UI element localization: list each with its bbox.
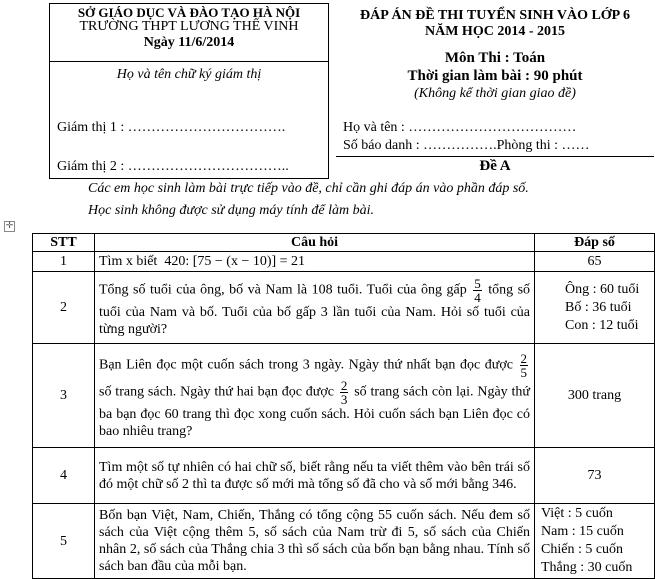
question-cell: Tìm một số tự nhiên có hai chữ số, biết rằng nếu ta viết thêm vào bên trái số đó một chữ số 2 thì ta được số mới mà tổng số đã cho và số mới bằng 346.	[95, 448, 535, 504]
fraction-numerator: 5	[474, 276, 481, 291]
answer-line: Thắng : 30 cuốn	[541, 560, 633, 575]
fraction-numerator: 2	[340, 377, 348, 393]
school-year: NĂM HỌC 2014 - 2015	[425, 24, 565, 39]
fraction-numerator: 2	[520, 350, 528, 366]
exam-code: Đề A	[479, 158, 511, 174]
col-stt: STT	[33, 234, 95, 252]
row-number: 4	[33, 448, 95, 504]
time-note: (Không kể thời gian giao đề)	[414, 86, 576, 101]
row-number: 1	[33, 252, 95, 272]
school-name: TRƯỜNG THPT LƯƠNG THẾ VINH	[79, 19, 299, 34]
row-number: 3	[33, 344, 95, 448]
answer-cell	[535, 504, 655, 579]
question-cell	[95, 272, 535, 344]
answer-line: Nam : 15 cuốn	[541, 524, 624, 539]
table-move-handle-icon[interactable]: ✛	[5, 221, 14, 231]
col-answer: Đáp số	[535, 234, 655, 252]
answer-line: Ông : 60 tuổi	[565, 281, 640, 297]
table-row	[33, 252, 655, 272]
instruction-1: Các em học sinh làm bài trực tiếp vào đề, chỉ cần ghi đáp án vào phần đáp số.	[88, 181, 529, 196]
answer-cell: 300 trang	[535, 344, 655, 448]
fraction-denominator: 5	[520, 364, 528, 380]
question-text: tổng	[488, 282, 514, 298]
candidate-id-field: Số báo danh : …………….Phòng thi : ……	[343, 138, 590, 153]
question-table	[32, 233, 655, 579]
exam-date: Ngày 11/6/2014	[143, 35, 235, 50]
answer-cell: 65	[535, 252, 655, 272]
table-row	[33, 504, 655, 579]
question-text: số trang sách còn lại.	[354, 384, 474, 400]
proctor-signature-label: Họ và tên chữ ký giám thị	[116, 67, 262, 82]
col-question: Câu hỏi	[95, 234, 535, 252]
question-text: Ngày thứ ba bạn đọc 60 trang thì đọc xong cuốn sách. Hỏi cuốn sách bạn Liên đọc có bao nhiêu trang?	[99, 384, 530, 439]
question-cell	[95, 252, 535, 272]
table-row	[33, 448, 655, 504]
exam-time: Thời gian làm bài : 90 phút	[407, 68, 583, 84]
fraction-denominator: 4	[474, 290, 481, 305]
question-text: số tuổi của Nam và bố. Tuổi của bố gấp 3 lần tuổi của Nam. Hỏi số tuổi của từng người?	[99, 282, 531, 337]
answer-line: Con : 12 tuổi	[565, 317, 639, 333]
proctor-2-field: Giám thị 2 : ……………………………..	[57, 159, 289, 174]
question-text: Bạn Liên đọc một cuốn sách trong 3 ngày. Ngày thứ nhất bạn đọc được	[99, 357, 513, 373]
answer-line: Chiến : 5 cuốn	[541, 542, 624, 557]
answer-line: Bố : 36 tuổi	[565, 299, 632, 315]
table-row	[33, 344, 655, 448]
candidate-name-field: Họ và tên : ………………………………	[343, 120, 577, 135]
header-divider	[49, 61, 329, 62]
fraction-denominator: 3	[340, 391, 348, 407]
table-row	[33, 272, 655, 344]
question-text: số trang sách. Ngày thứ hai bạn đọc được	[99, 384, 335, 400]
table-header-row	[33, 234, 655, 252]
question-text: Tổng số tuổi của ông, bố và Nam là 108 tuổi. Tuổi của ông gấp	[99, 282, 467, 298]
answer-title: ĐÁP ÁN ĐỀ THI TUYỂN SINH VÀO LỚP 6	[360, 8, 630, 23]
row-number: 2	[33, 272, 95, 344]
question-cell	[95, 344, 535, 448]
proctor-1-field: Giám thị 1 : …………………………….	[57, 120, 286, 135]
row-number: 5	[33, 504, 95, 579]
answer-line: Việt : 5 cuốn	[541, 506, 613, 521]
dept-name: SỞ GIÁO DỤC VÀ ĐÀO TẠO HÀ NỘI	[77, 5, 301, 20]
fraction	[520, 352, 529, 379]
fraction	[340, 379, 349, 406]
answer-cell	[535, 272, 655, 344]
subject: Môn Thi : Toán	[444, 50, 546, 66]
fraction	[473, 277, 482, 304]
question-text: Tìm x biết	[99, 254, 158, 269]
question-formula: 420: [75 − (x − 10)] = 21	[164, 254, 306, 269]
answer-cell: 73	[535, 448, 655, 504]
question-cell: Bốn bạn Việt, Nam, Chiến, Thắng có tổng cộng 55 cuốn sách. Nếu đem số sách của Việt cộng thêm 5, số sách của Nam trừ đi 5, số sách của Chiến nhân 2, số sách của Thắng chia 3 thì số sách của bốn bạn bằng nhau. Tính số sách ban đầu của mỗi bạn.	[95, 504, 535, 579]
instruction-2: Học sinh không được sử dụng máy tính để làm bài.	[88, 203, 374, 218]
code-divider	[336, 156, 654, 157]
